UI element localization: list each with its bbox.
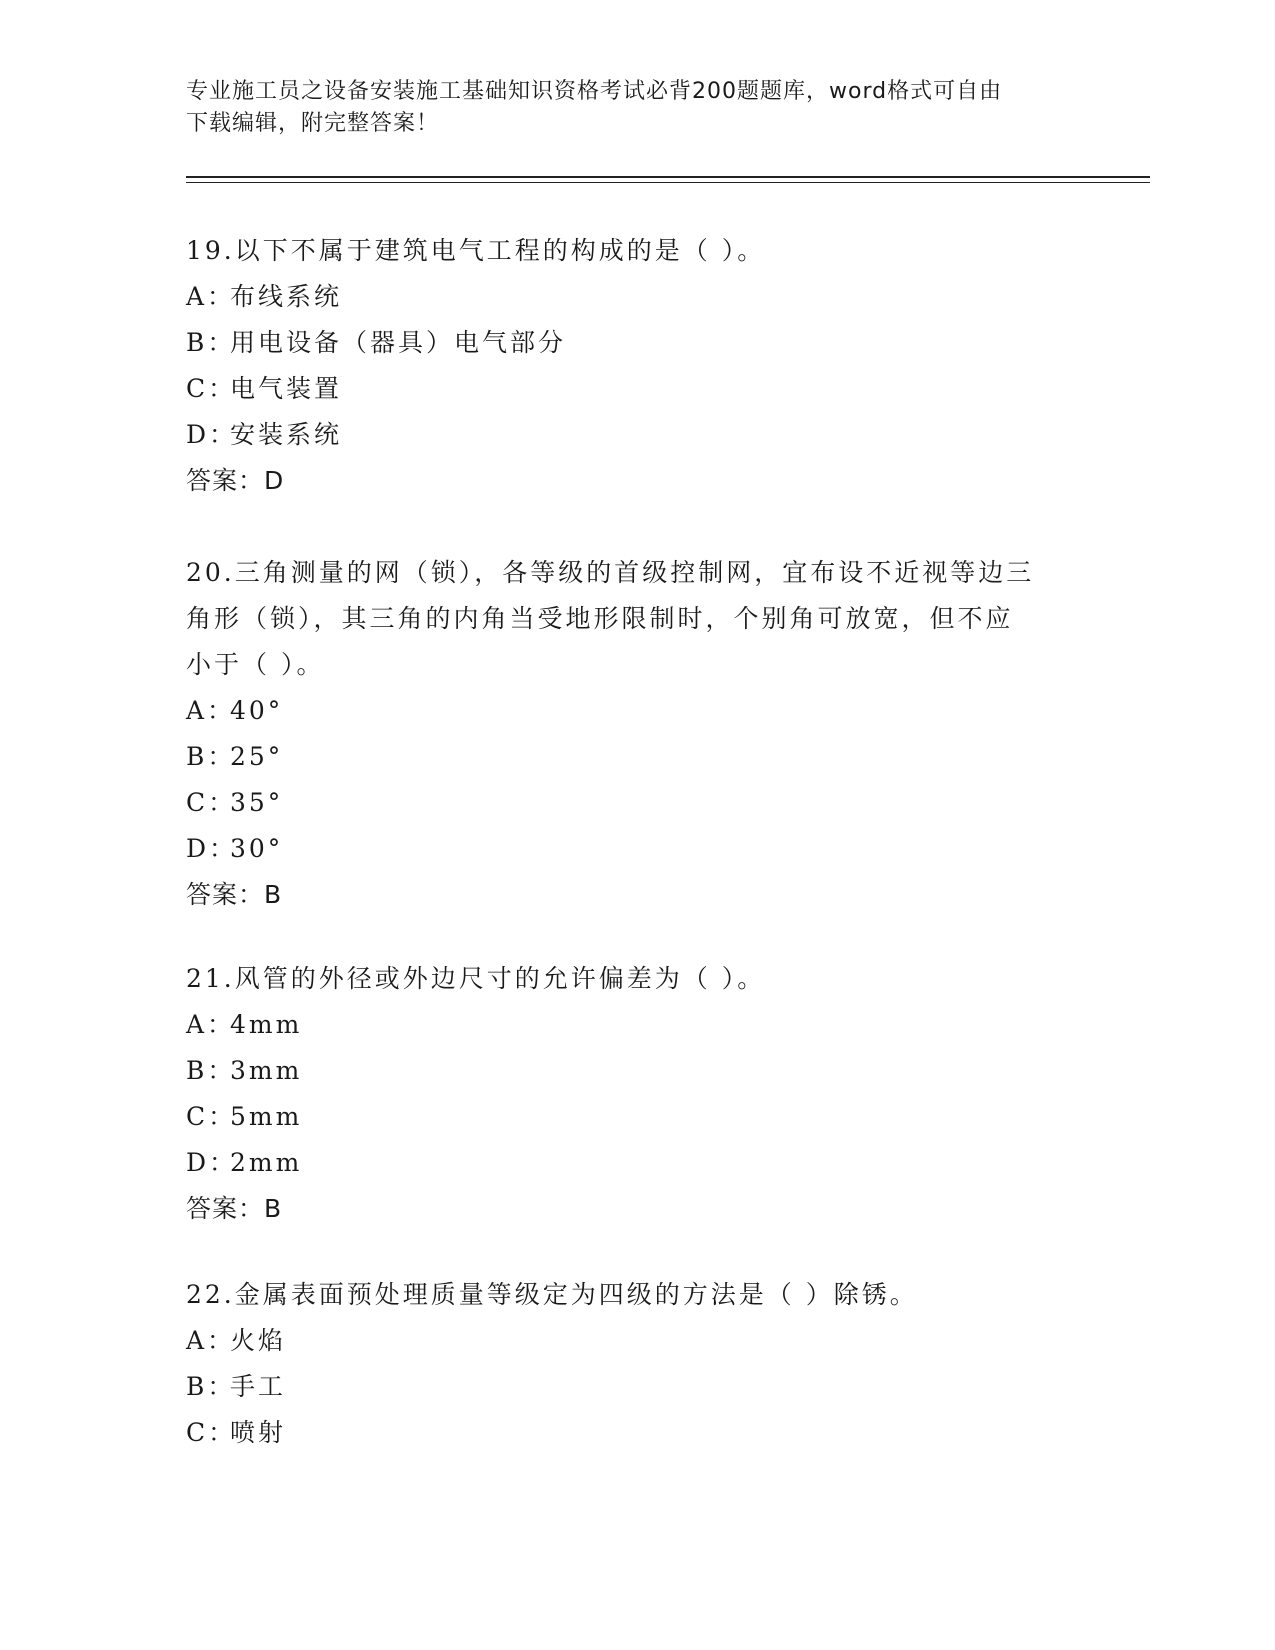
question-20 (186, 550, 1086, 918)
question-stem-line-3: 小于（ ）。 (186, 650, 325, 679)
option-text: 手工 (230, 1372, 287, 1401)
option-text: 3mm (230, 1056, 303, 1085)
document-header (186, 76, 1066, 140)
question-stem: 22.金属表面预处理质量等级定为四级的方法是（ ）除锈。 (186, 1280, 918, 1309)
question-stem-line-1: 20.三角测量的网（锁），各等级的首级控制网，宜布设不近视等边三 (186, 558, 1035, 587)
option-c (186, 1094, 1086, 1140)
option-key: B： (186, 742, 236, 771)
header-divider-thin (186, 182, 1150, 183)
option-text: 40° (230, 696, 284, 725)
option-key: B： (186, 328, 236, 357)
option-text: 布线系统 (230, 282, 343, 311)
option-c (186, 780, 1086, 826)
header-line-1: 专业施工员之设备安装施工基础知识资格考试必背200题题库，word格式可自由 (186, 79, 1003, 104)
option-text: 电气装置 (230, 374, 343, 403)
option-key: C： (186, 374, 237, 403)
option-key: B： (186, 1372, 236, 1401)
option-text: 5mm (230, 1102, 303, 1131)
option-b (186, 1048, 1086, 1094)
option-key: D： (186, 834, 238, 863)
question-stem-line-2: 角形（锁），其三角的内角当受地形限制时，个别角可放宽，但不应 (186, 604, 1014, 633)
option-text: 用电设备（器具）电气部分 (230, 328, 567, 357)
header-line-2: 下载编辑，附完整答案！ (186, 111, 440, 136)
option-key: A： (186, 282, 236, 311)
option-text: 30° (230, 834, 284, 863)
option-b (186, 734, 1086, 780)
option-text: 35° (230, 788, 284, 817)
option-key: C： (186, 1418, 237, 1447)
option-d (186, 412, 1086, 458)
option-c (186, 1410, 1086, 1456)
question-stem: 19.以下不属于建筑电气工程的构成的是（ ）。 (186, 236, 766, 265)
option-a (186, 688, 1086, 734)
option-text: 2mm (230, 1148, 303, 1177)
answer-line: 答案：D (186, 466, 285, 495)
option-text: 火焰 (230, 1326, 287, 1355)
option-d (186, 826, 1086, 872)
option-c (186, 366, 1086, 412)
option-b (186, 1364, 1086, 1410)
option-b (186, 320, 1086, 366)
option-key: B： (186, 1056, 236, 1085)
answer-line: 答案：B (186, 1194, 283, 1223)
question-stem: 21.风管的外径或外边尺寸的允许偏差为（ ）。 (186, 964, 766, 993)
option-text: 安装系统 (230, 420, 343, 449)
option-text: 喷射 (230, 1418, 287, 1447)
question-22 (186, 1272, 1086, 1456)
option-text: 25° (230, 742, 284, 771)
option-key: D： (186, 420, 238, 449)
option-key: A： (186, 1326, 236, 1355)
question-21 (186, 956, 1086, 1232)
option-key: A： (186, 696, 236, 725)
option-a (186, 1002, 1086, 1048)
option-key: C： (186, 788, 237, 817)
question-19 (186, 228, 1086, 504)
option-d (186, 1140, 1086, 1186)
header-divider-thick (186, 176, 1150, 178)
option-text: 4mm (230, 1010, 303, 1039)
answer-line: 答案：B (186, 880, 283, 909)
option-key: C： (186, 1102, 237, 1131)
option-key: D： (186, 1148, 238, 1177)
option-a (186, 1318, 1086, 1364)
option-a (186, 274, 1086, 320)
option-key: A： (186, 1010, 236, 1039)
